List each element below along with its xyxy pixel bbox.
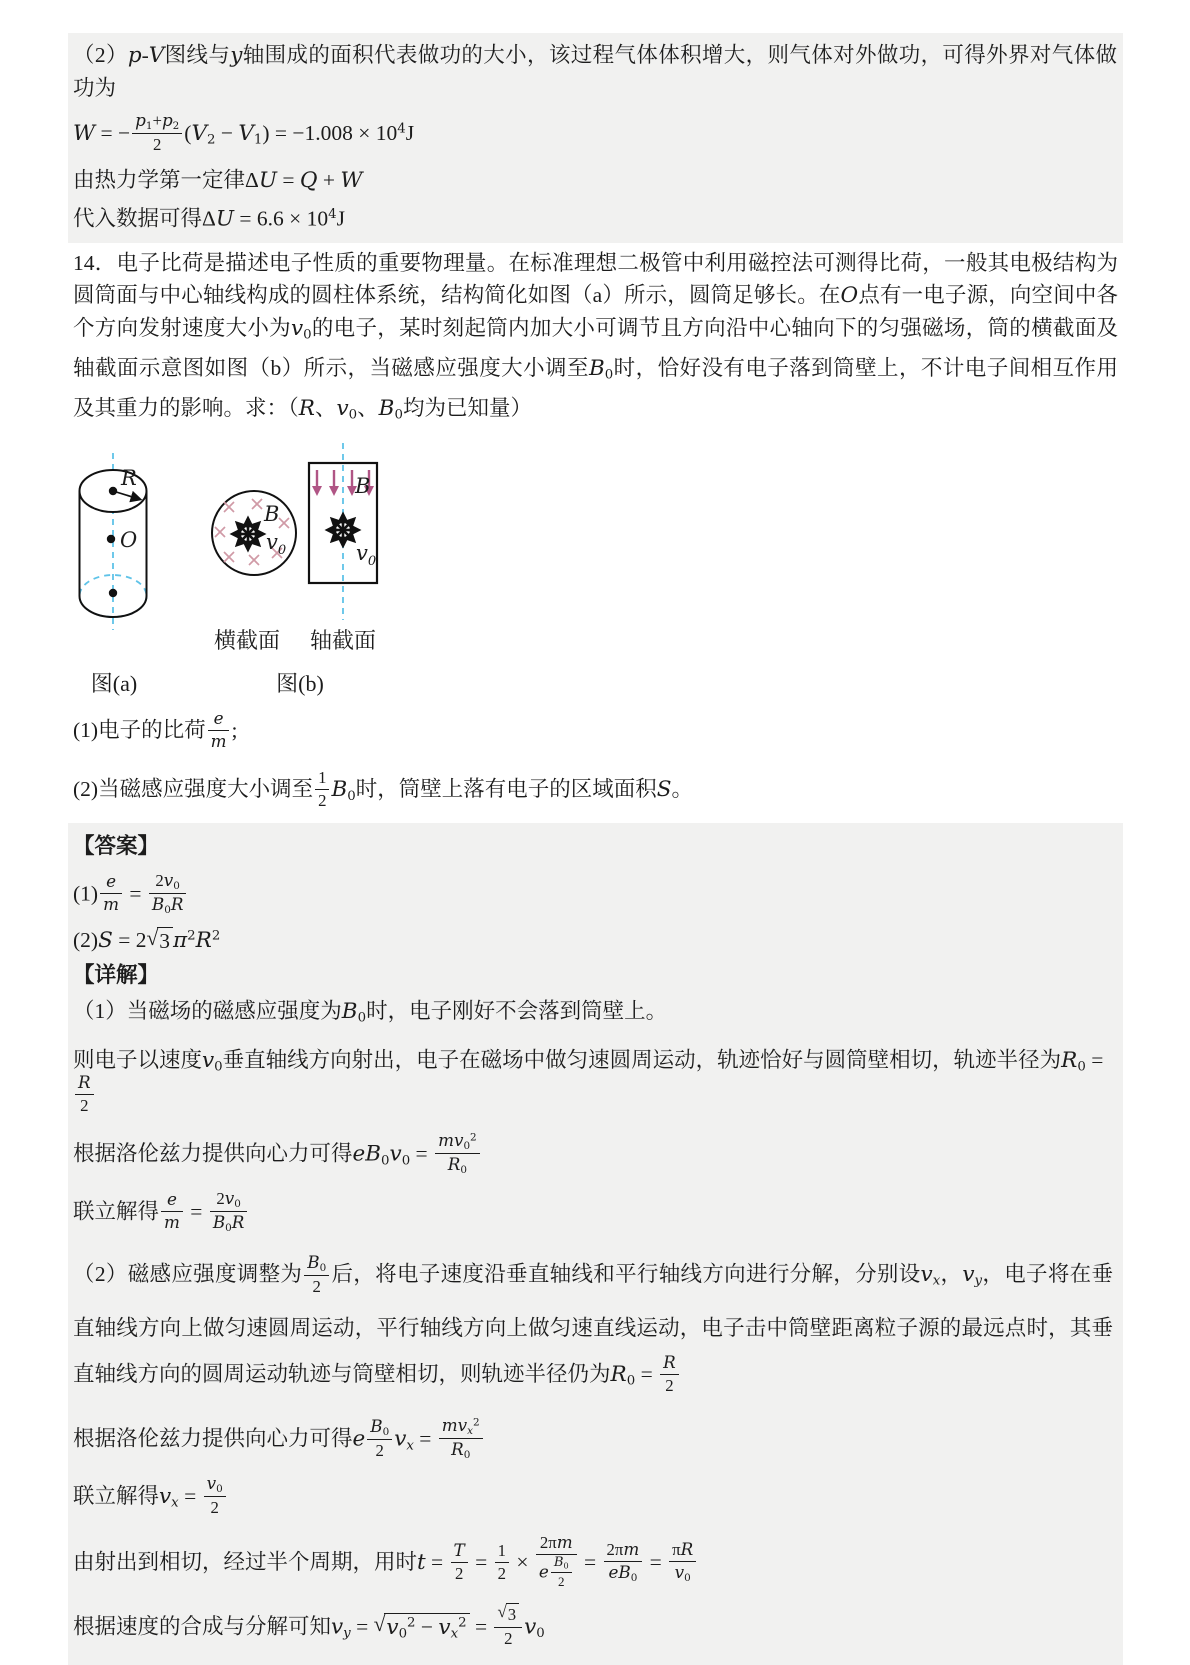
velocity-label-cross-section: $v_0$ xyxy=(266,530,287,559)
previous-solution-highlight-block xyxy=(68,33,1123,243)
explanation-header: 【详解】 xyxy=(73,962,160,987)
explanation-paragraph-4: 联立解得 $\frac{e}{m}$ = $\frac{2v0}{B0R}$ xyxy=(73,1191,1113,1236)
explanation-paragraph-8: 由射出到相切，经过半个周期，用时t = $\frac{T}{2}$ = $\frac{1}{2}$ × 2πm e $\frac{B0}{2}$ = $\frac{2\pi m}{eB0}$ = $\frac{\pi R}{v0}$ xyxy=(73,1535,1113,1593)
answer-header: 【答案】 xyxy=(73,833,160,858)
figure-b-caption: 图(b) xyxy=(276,671,324,697)
source-point-label: O xyxy=(120,528,138,553)
radius-label: R xyxy=(121,466,137,491)
solution-paragraph: （2）p-V图线与y轴围成的面积代表做功的大小，该过程气体体积增大，则气体对外做功，可得外界对气体做功为 xyxy=(73,43,1117,100)
document-content xyxy=(68,33,1123,1665)
work-formula-line: W = − $\frac{p1+p2}{2}$ $(V2 - V1) = -1.008 \times 10^4J$ xyxy=(73,110,415,155)
sub-question-1: (1)电子的比荷 $\frac{e}{m}$ ; xyxy=(73,708,238,752)
figure-area xyxy=(73,443,503,695)
explanation-paragraph-7: 联立解得vx = $\frac{v0}{2}$ xyxy=(73,1476,1113,1520)
axial-section-figure xyxy=(309,443,377,620)
question-14-block xyxy=(68,247,1123,431)
cylinder-figure xyxy=(80,453,147,630)
cross-section-figure xyxy=(212,491,296,575)
explanation-paragraph-2: 则电子以速度v0垂直轴线方向射出，电子在磁场中做匀速圆周运动，轨迹恰好与圆筒壁相切，轨迹半径为R0 = $\frac{R}{2}$ xyxy=(73,1047,1104,1116)
question-14-text: 14．电子比荷是描述电子性质的重要物理量。在标准理想二极管中利用磁控法可测得比荷，一般其电极结构为圆筒面与中心轴线构成的圆柱体系统，结构简化如图（a）所示，圆筒足够长。在O点有一电子源，向空间中各个方向发射速度大小为v0的电子，某时刻起筒内加大小可调节且方向沿中心轴向下的匀强磁场，筒的横截面及轴截面示意图如图（b）所示，当磁感应强度大小调至B0时，恰好没有电子落到筒壁上，不计电子间相互作用及其重力的影响。求：（R、v0、B0均为已知量） xyxy=(73,251,1118,423)
velocity-label-axial-section: $v_0$ xyxy=(356,541,377,570)
cross-section-caption: 横截面 xyxy=(213,628,281,654)
explanation-paragraph-9: 根据速度的合成与分解可知vy = √ $v0^2 - vx^2$ = √ 3 2 v0 xyxy=(73,1602,545,1649)
explanation-paragraph-6: 根据洛伦兹力提供向心力可得e $\frac{B0}{2}$ vx = mvx$^2$ R0 xyxy=(73,1418,1113,1463)
axial-section-caption: 轴截面 xyxy=(309,628,377,654)
explanation-paragraph-5: （2）磁感应强度调整为 $\frac{B0}{2}$ 后，将电子速度沿垂直轴线和平行轴线方向进行分解，分别设vx，vy，电子将在垂直轴线方向上做匀速圆周运动，平行轴线方向上做匀速直线运动，电子击中筒壁距离粒子源的最远点时，其垂直轴线方向的圆周运动轨迹与筒壁相切，则轨迹半径仍为R0 = $\frac{R}{2}$ xyxy=(73,1251,1113,1395)
sub-question-2: (2)当磁感应强度大小调至 $\frac{1}{2}$ B0时，筒壁上落有电子的区域面积S。 xyxy=(73,767,694,810)
field-label-axial-section: B xyxy=(355,474,371,499)
physics-diagram xyxy=(73,443,503,695)
answer-formula-2: (2)S = 2 √ 3 $\pi^2R^2$ xyxy=(73,926,221,954)
explanation-paragraph-3: 根据洛伦兹力提供向心力可得eB0v0 = $\frac{mv0^2}{R0}$ xyxy=(73,1133,1113,1178)
explanation-paragraph-1: （1）当磁场的磁感应强度为B0时，电子刚好不会落到筒壁上。 xyxy=(73,998,668,1026)
first-law-line: 由热力学第一定律ΔU = Q + W xyxy=(73,167,363,193)
field-label-cross-section: B xyxy=(264,502,280,527)
delta-u-result-line: 代入数据可得$\Delta U = 6.6 \times 10^4J$ xyxy=(73,206,345,232)
document-page xyxy=(0,33,1190,1649)
answer-formula-1: (1) $\frac{e}{m}$ = $\frac{2v0}{B0R}$ xyxy=(73,873,1113,918)
figure-a-caption: 图(a) xyxy=(90,671,138,697)
answer-highlight-block xyxy=(68,823,1123,1665)
